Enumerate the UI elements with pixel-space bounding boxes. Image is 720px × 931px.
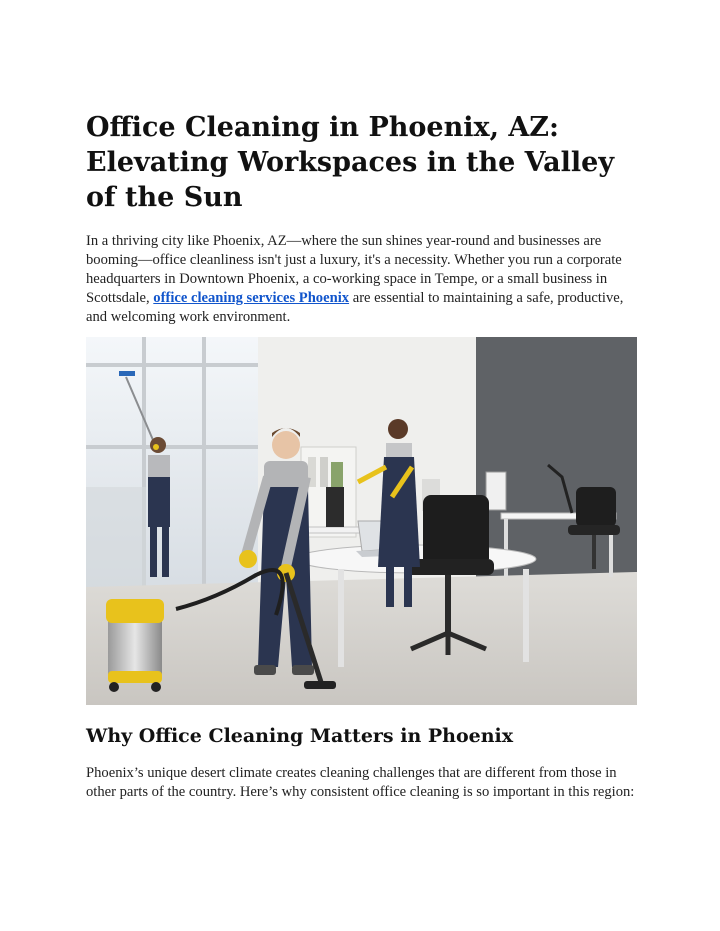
intro-paragraph bbox=[86, 232, 638, 327]
office-cleaning-photo bbox=[86, 337, 637, 705]
section-paragraph: Phoenix’s unique desert climate creates cleaning challenges that are different from those in other parts of the country. Here’s why consistent office cleaning is so important in this region: bbox=[86, 765, 635, 800]
intro-text-end: are essential to maintaining a safe, productive, and welcoming work environment. bbox=[86, 290, 624, 325]
intro-text-start: In a thriving city like Phoenix, AZ—where the sun shines year-round and businesses are booming—office cleanliness isn't just a luxury, it's a necessity. Whether you run a corporate headquarters in Downtown Phoenix, a co-working space in Tempe, or a small business in Scottsdale, bbox=[86, 233, 622, 306]
page-title: Office Cleaning in Phoenix, AZ: Elevating Workspaces in the Valley of the Sun bbox=[86, 112, 615, 213]
office-cleaning-link[interactable]: office cleaning services Phoenix bbox=[153, 290, 350, 306]
section-heading: Why Office Cleaning Matters in Phoenix bbox=[86, 725, 514, 747]
